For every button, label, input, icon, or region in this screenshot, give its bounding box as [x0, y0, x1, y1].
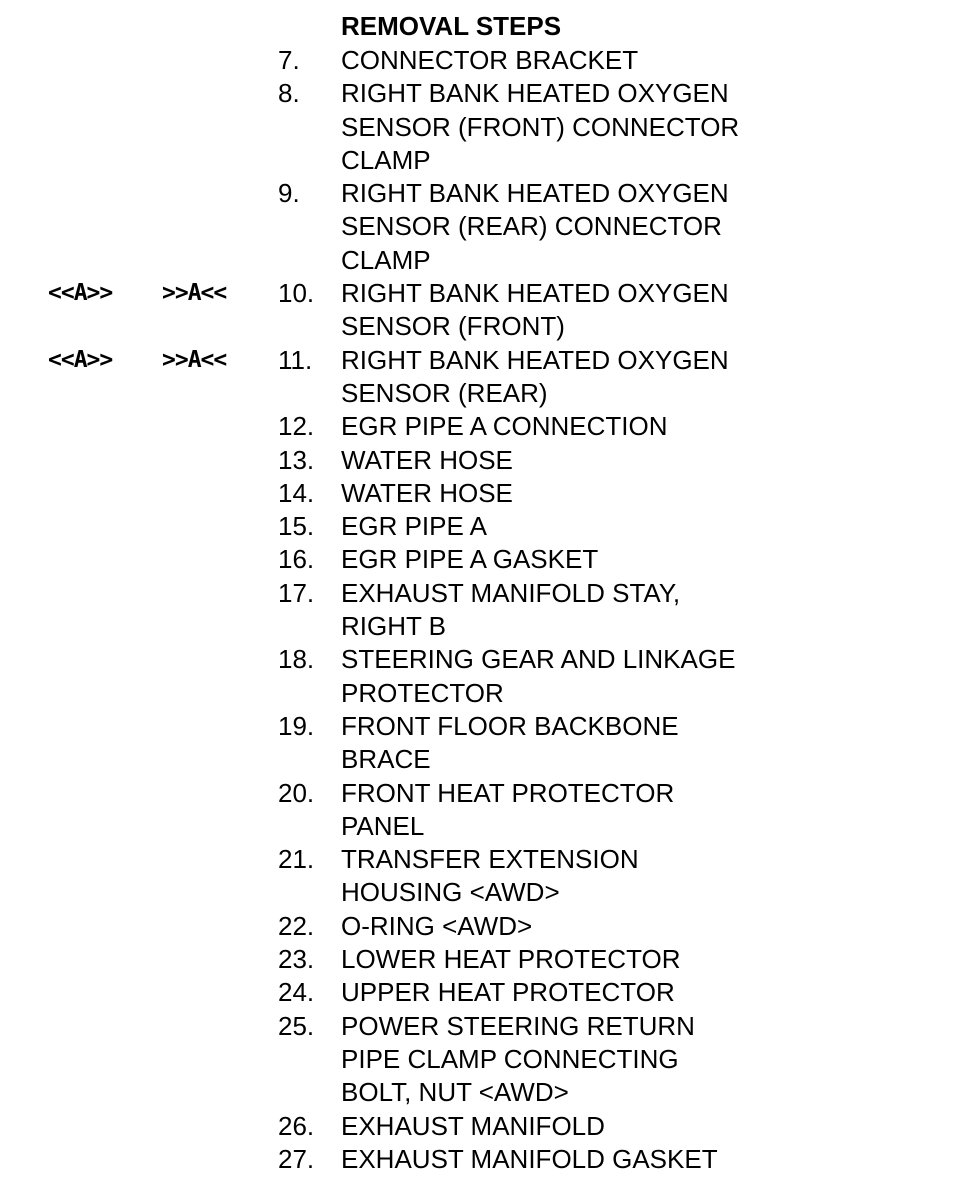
step-text-line: EGR PIPE A CONNECTION: [341, 411, 668, 442]
step-text: [341, 77, 781, 177]
step-text-line: BRACE: [341, 744, 431, 775]
step-item: [0, 277, 960, 344]
step-text: [341, 710, 781, 777]
step-text: [341, 910, 781, 943]
step-text: [341, 177, 781, 277]
step-text-line: CLAMP: [341, 144, 431, 175]
step-text-line: RIGHT BANK HEATED OXYGEN: [341, 344, 729, 375]
step-text: [341, 577, 781, 644]
step-text-line: O-RING <AWD>: [341, 910, 533, 941]
step-text-line: SENSOR (REAR) CONNECTOR: [341, 211, 722, 242]
step-text-line: EXHAUST MANIFOLD STAY,: [341, 577, 681, 608]
removal-service-point-mark: <<A>>: [48, 346, 113, 373]
step-text: [341, 510, 781, 543]
step-text-line: RIGHT B: [341, 611, 446, 642]
step-item: [0, 777, 960, 844]
step-text-line: SENSOR (FRONT) CONNECTOR: [341, 111, 740, 142]
step-text: [341, 843, 781, 910]
step-text-line: EXHAUST MANIFOLD: [341, 1110, 605, 1141]
step-text-line: HOUSING <AWD>: [341, 877, 560, 908]
step-text-line: CONNECTOR BRACKET: [341, 45, 639, 75]
step-number: 27.: [278, 1143, 315, 1174]
step-item: [0, 710, 960, 777]
step-text: [341, 543, 781, 576]
step-item: [0, 444, 960, 477]
section-heading: REMOVAL STEPS: [341, 11, 562, 41]
step-item: [0, 344, 960, 411]
step-text: [341, 943, 781, 976]
step-text-line: POWER STEERING RETURN: [341, 1010, 695, 1041]
step-item: [0, 976, 960, 1009]
step-text: [341, 643, 781, 710]
step-number: 19.: [278, 710, 315, 741]
step-number: 23.: [278, 944, 315, 975]
step-item: [0, 44, 960, 77]
step-number: 17.: [278, 577, 315, 608]
step-number: 15.: [278, 511, 315, 542]
step-text-line: LOWER HEAT PROTECTOR: [341, 944, 681, 975]
step-text: [341, 1143, 781, 1176]
step-number: 12.: [278, 411, 315, 442]
step-text: [341, 44, 781, 77]
step-item: [0, 910, 960, 943]
installation-service-point-mark: >>A<<: [162, 280, 227, 307]
step-number: 8.: [278, 78, 300, 109]
step-text: [341, 444, 781, 477]
step-text-line: TRANSFER EXTENSION: [341, 844, 639, 875]
step-item: [0, 477, 960, 510]
step-text: [341, 477, 781, 510]
step-number: 14.: [278, 477, 315, 508]
step-text-line: PANEL: [341, 810, 425, 841]
step-text: [341, 1010, 781, 1110]
step-item: [0, 843, 960, 910]
step-text-line: RIGHT BANK HEATED OXYGEN: [341, 278, 729, 309]
step-item: [0, 510, 960, 543]
step-text-line: UPPER HEAT PROTECTOR: [341, 977, 675, 1008]
step-number: 20.: [278, 777, 315, 808]
step-number: 7.: [278, 45, 300, 75]
step-text-line: WATER HOSE: [341, 444, 513, 475]
step-number: 16.: [278, 544, 315, 575]
step-text-line: RIGHT BANK HEATED OXYGEN: [341, 78, 729, 109]
step-text-line: WATER HOSE: [341, 477, 513, 508]
step-number: 21.: [278, 844, 315, 875]
step-item: [0, 77, 960, 177]
step-item: [0, 177, 960, 277]
step-item: [0, 643, 960, 710]
step-item: [0, 1143, 960, 1176]
step-text: [341, 1110, 781, 1143]
step-item: [0, 577, 960, 644]
step-number: 9.: [278, 178, 300, 209]
steps-list: [0, 44, 960, 1176]
step-number: 13.: [278, 444, 315, 475]
removal-service-point-mark: <<A>>: [48, 280, 113, 307]
step-text-line: PIPE CLAMP CONNECTING: [341, 1043, 679, 1074]
step-text-line: BOLT, NUT <AWD>: [341, 1077, 569, 1108]
step-text-line: RIGHT BANK HEATED OXYGEN: [341, 178, 729, 209]
step-number: 22.: [278, 910, 315, 941]
step-text: [341, 410, 781, 443]
step-text: [341, 976, 781, 1009]
step-text-line: PROTECTOR: [341, 677, 504, 708]
step-text: [341, 277, 781, 344]
step-text-line: SENSOR (REAR): [341, 377, 548, 408]
step-item: [0, 543, 960, 576]
step-item: [0, 410, 960, 443]
step-number: 24.: [278, 977, 315, 1008]
step-number: 10.: [278, 278, 315, 309]
step-text-line: FRONT FLOOR BACKBONE: [341, 710, 679, 741]
step-number: 18.: [278, 644, 315, 675]
step-text-line: EGR PIPE A GASKET: [341, 544, 599, 575]
step-item: [0, 943, 960, 976]
installation-service-point-mark: >>A<<: [162, 346, 227, 373]
step-text-line: EGR PIPE A: [341, 511, 487, 542]
step-item: [0, 1010, 960, 1110]
step-text-line: FRONT HEAT PROTECTOR: [341, 777, 675, 808]
step-text: [341, 777, 781, 844]
step-text-line: EXHAUST MANIFOLD GASKET: [341, 1143, 718, 1174]
step-number: 26.: [278, 1110, 315, 1141]
step-text-line: CLAMP: [341, 244, 431, 275]
step-text-line: SENSOR (FRONT): [341, 311, 565, 342]
step-number: 11.: [278, 344, 313, 375]
step-item: [0, 1110, 960, 1143]
step-number: 25.: [278, 1010, 315, 1041]
step-text-line: STEERING GEAR AND LINKAGE: [341, 644, 736, 675]
step-text: [341, 344, 781, 411]
